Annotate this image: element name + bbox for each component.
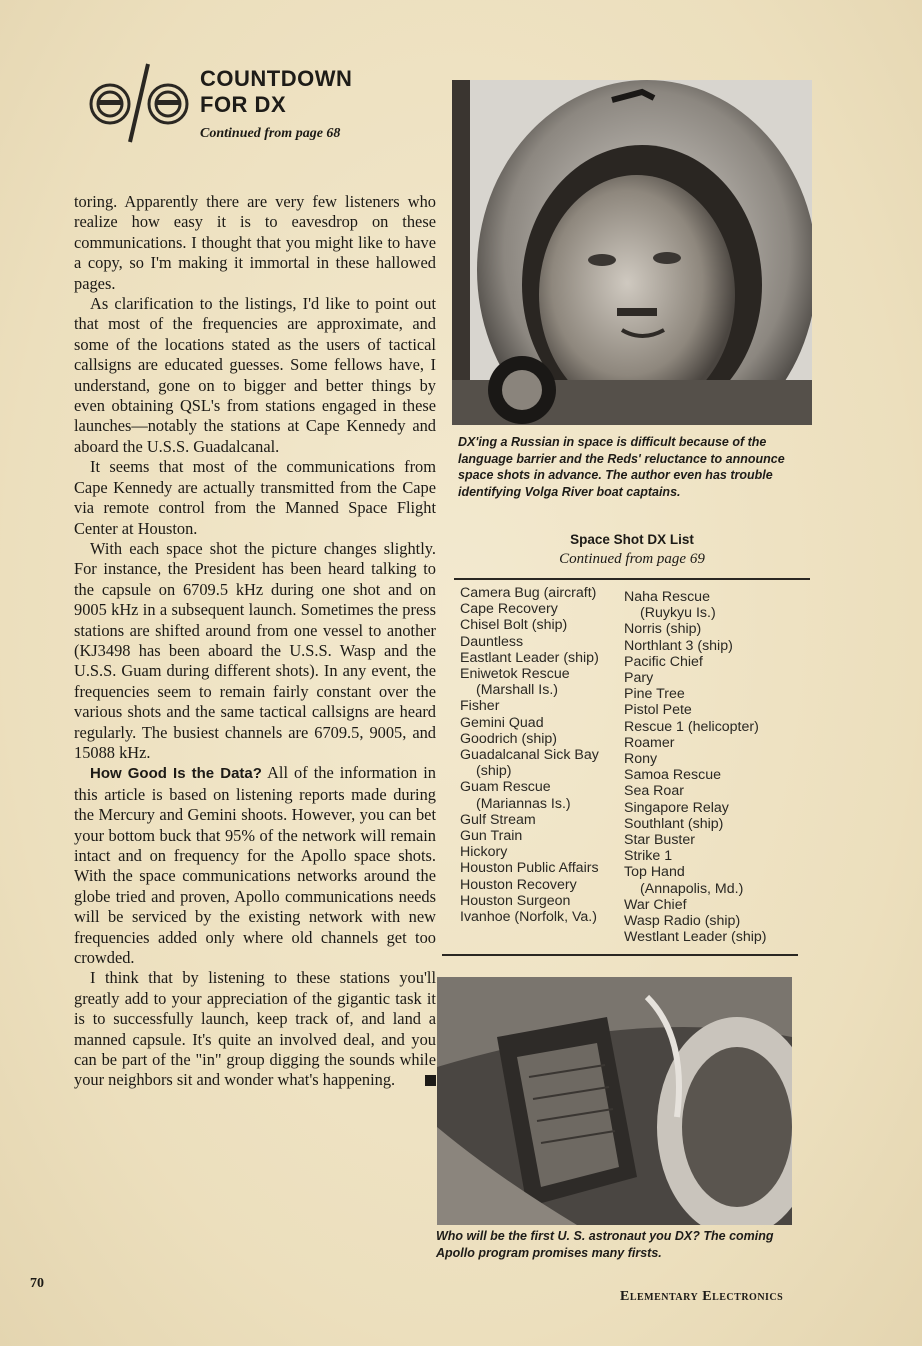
list-item: Rony — [624, 751, 658, 768]
paragraph: As clarification to the listings, I'd like to point out that most of the frequencies are approximate, and some of the locations stated as the users of tactical callsigns are educated guesses. Some fellows have, I understand, gone on to bigger and better things by even obtaining QSL's from stations engaged in these launches—notably the stations at Cape Kennedy and aboard the U.S.S. Guadalcanal. — [74, 294, 436, 456]
list-item: Top Hand — [624, 864, 685, 881]
list-item: Pistol Pete — [624, 702, 692, 719]
title-line-1: COUNTDOWN — [200, 66, 353, 91]
continued-note: Continued from page 68 — [200, 126, 341, 141]
list-item: Roamer — [624, 734, 675, 751]
list-item: Rescue 1 (helicopter) — [624, 718, 759, 735]
list-item: Dauntless — [460, 633, 524, 650]
list-item: Fisher — [460, 698, 500, 715]
photo-cosmonaut — [452, 80, 812, 425]
list-title — [454, 532, 810, 568]
article-header — [200, 66, 440, 142]
title-line-2: FOR DX — [200, 92, 287, 117]
list-item: Pacific Chief — [624, 653, 703, 670]
photo-caption-bottom: Who will be the first U. S. astronaut you DX? The coming Apollo program promises many firsts. — [436, 1229, 774, 1260]
list-item: (Annapolis, Md.) — [640, 880, 744, 897]
list-item: Naha Rescue — [624, 589, 710, 605]
page-number: 70 — [30, 1276, 44, 1291]
list-item: Cape Recovery — [460, 601, 558, 618]
list-item: Gulf Stream — [460, 811, 536, 828]
list-heading: Space Shot DX List — [570, 532, 694, 547]
photo-astronaut — [437, 977, 792, 1225]
callsign-list-left — [460, 585, 630, 925]
list-item: Camera Bug (aircraft) — [460, 585, 597, 601]
list-item: Samoa Rescue — [624, 767, 721, 784]
list-item: Pary — [624, 670, 654, 687]
list-item: Houston Recovery — [460, 876, 577, 893]
list-item: Southlant (ship) — [624, 815, 724, 832]
ee-logo-icon — [86, 60, 196, 146]
list-item: Gemini Quad — [460, 714, 544, 731]
list-item: Houston Surgeon — [460, 892, 571, 909]
list-item: Houston Public Affairs — [460, 860, 599, 877]
paragraph-with-subhead — [74, 763, 436, 968]
list-item: Wasp Radio (ship) — [624, 913, 741, 930]
list-item: (Marshall Is.) — [476, 682, 558, 699]
paragraph-text: All of the information in this article is based on listening reports made during the Mercury and Gemini shoots. However, you can bet your bottom buck that 95% of the network will remain intact and on frequency for the Apollo space shots. With the space communications networks around the globe tried and proven, Apollo communications needs will be serviced by the existing network with new frequencies added only where old channels get too crowded. — [74, 763, 436, 968]
subhead: How Good Is the Data? — [90, 765, 262, 783]
end-mark-icon — [425, 1075, 436, 1086]
list-item: War Chief — [624, 896, 687, 913]
callsign-list-right — [624, 589, 810, 945]
list-item: Eniwetok Rescue — [460, 666, 570, 683]
list-item: Guam Rescue — [460, 779, 551, 796]
paragraph-text: I think that by listening to these stations you'll greatly add to your appreciation of the gigantic task it is to successfully launch, keep track of, and land a manned capsule. It's quite an involved deal, and you can be part of the "in" group digging the sounds while your neighbors sit and wonder what's happening. — [74, 968, 436, 1090]
list-continued-note: Continued from page 69 — [559, 551, 705, 567]
list-item: (Ruykyu Is.) — [640, 605, 716, 622]
list-item: (ship) — [476, 763, 512, 780]
list-item: Singapore Relay — [624, 799, 729, 816]
list-item: Norris (ship) — [624, 621, 702, 638]
list-item: Hickory — [460, 844, 508, 861]
list-item: Star Buster — [624, 832, 695, 849]
list-item: Pine Tree — [624, 686, 685, 703]
list-item: Guadalcanal Sick Bay — [460, 747, 599, 764]
list-top-rule — [454, 578, 810, 580]
paragraph: It seems that most of the communications from Cape Kennedy are actually transmitted from the Cape via remote control from the Manned Space Flight Center at Houston. — [74, 457, 436, 538]
paragraph: With each space shot the picture changes slightly. For instance, the President has been heard talking to the capsule on 6709.5 kHz during one shot and on 9005 kHz in a subsequent launch. Sometimes the press stations are shifted around from one vessel to another (KJ3498 has been aboard the U.S.S. Wasp and the U.S.S. Guam during different shots). In any event, the frequencies seem to remain fairly constant over the various shots and the same tactical callsigns are heard regularly. The busiest channels are 6709.5, 9005, and 15088 kHz. — [74, 538, 436, 762]
list-item: Northlant 3 (ship) — [624, 637, 733, 654]
article-body — [74, 192, 436, 1091]
list-item: Strike 1 — [624, 848, 673, 865]
list-bottom-rule — [442, 954, 798, 956]
list-item: Eastlant Leader (ship) — [460, 649, 599, 666]
list-item: Chisel Bolt (ship) — [460, 617, 568, 634]
list-item: Sea Roar — [624, 783, 684, 800]
list-item: (Mariannas Is.) — [476, 795, 571, 812]
magazine-name: Elementary Electronics — [620, 1289, 784, 1304]
paragraph — [74, 968, 436, 1090]
list-item: Ivanhoe (Norfolk, Va.) — [460, 909, 597, 926]
paragraph: toring. Apparently there are very few listeners who realize how easy it is to eavesdrop on these communications. I thought that you might like to have a copy, so I'm making it immortal in these hallowed pages. — [74, 192, 436, 293]
list-item: Goodrich (ship) — [460, 730, 557, 747]
list-item: Westlant Leader (ship) — [624, 929, 767, 946]
list-item: Gun Train — [460, 828, 523, 845]
photo-caption-top: DX'ing a Russian in space is difficult because of the language barrier and the Reds' reluctance to announce space shots in advance. The author even has trouble identifying Volga River boat captains. — [458, 435, 785, 499]
